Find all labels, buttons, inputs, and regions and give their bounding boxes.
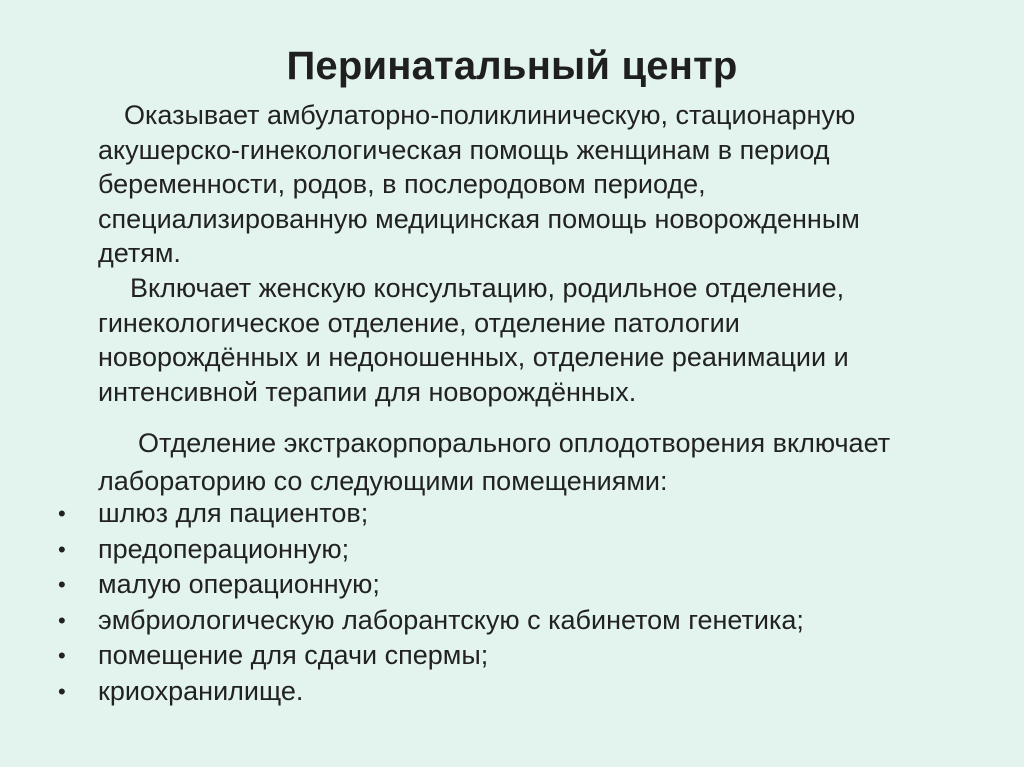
paragraph-line: новорождённых и недоношенных, отделение реанимации и: [98, 342, 849, 372]
bullet-icon: •: [58, 643, 66, 668]
paragraph-line: лабораторию со следующими помещениями:: [98, 466, 668, 496]
paragraph-services: [98, 98, 978, 271]
bullet-icon: •: [58, 536, 66, 562]
list-item-text: предоперационную;: [98, 533, 350, 564]
paragraph-line: Оказывает амбулаторно-поликлиническую, стационарную: [124, 100, 856, 130]
rooms-list: [58, 496, 804, 709]
list-item: [58, 496, 804, 532]
list-item: [58, 674, 804, 710]
list-item-text: шлюз для пациентов;: [98, 498, 369, 528]
paragraph-line: Включает женскую консультацию, родильное отделение,: [130, 273, 845, 303]
paragraph-line: Отделение экстракорпорального оплодотворения включает: [138, 428, 891, 458]
paragraph-line: беременности, родов, в послеродовом периоде,: [98, 169, 706, 199]
bullet-icon: •: [58, 607, 66, 633]
paragraph-line: гинекологическое отделение, отделение патологии: [98, 307, 740, 338]
bullet-icon: •: [58, 501, 66, 526]
paragraph-line: акушерско-гинекологическая помощь женщинам в период: [98, 134, 830, 165]
list-item-text: криохранилище.: [98, 675, 304, 706]
bullet-icon: •: [58, 678, 66, 704]
paragraph-departments: [98, 271, 978, 409]
list-item-text: малую операционную;: [98, 569, 380, 599]
paragraph-line: специализированную медицинская помощь новорожденным: [98, 203, 860, 234]
bullet-icon: •: [58, 572, 66, 597]
list-item: [58, 638, 804, 674]
list-item: [58, 567, 804, 603]
paragraph-line: детям.: [98, 238, 181, 268]
list-item: [58, 603, 804, 639]
paragraph-ivf: [98, 424, 978, 500]
slide-title: Перинатальный центр: [286, 44, 738, 88]
list-item: [58, 532, 804, 568]
paragraph-line: интенсивной терапии для новорождённых.: [98, 376, 637, 407]
list-item-text: помещение для сдачи спермы;: [98, 640, 489, 670]
list-item-text: эмбриологическую лаборантскую с кабинетом генетика;: [98, 604, 804, 635]
